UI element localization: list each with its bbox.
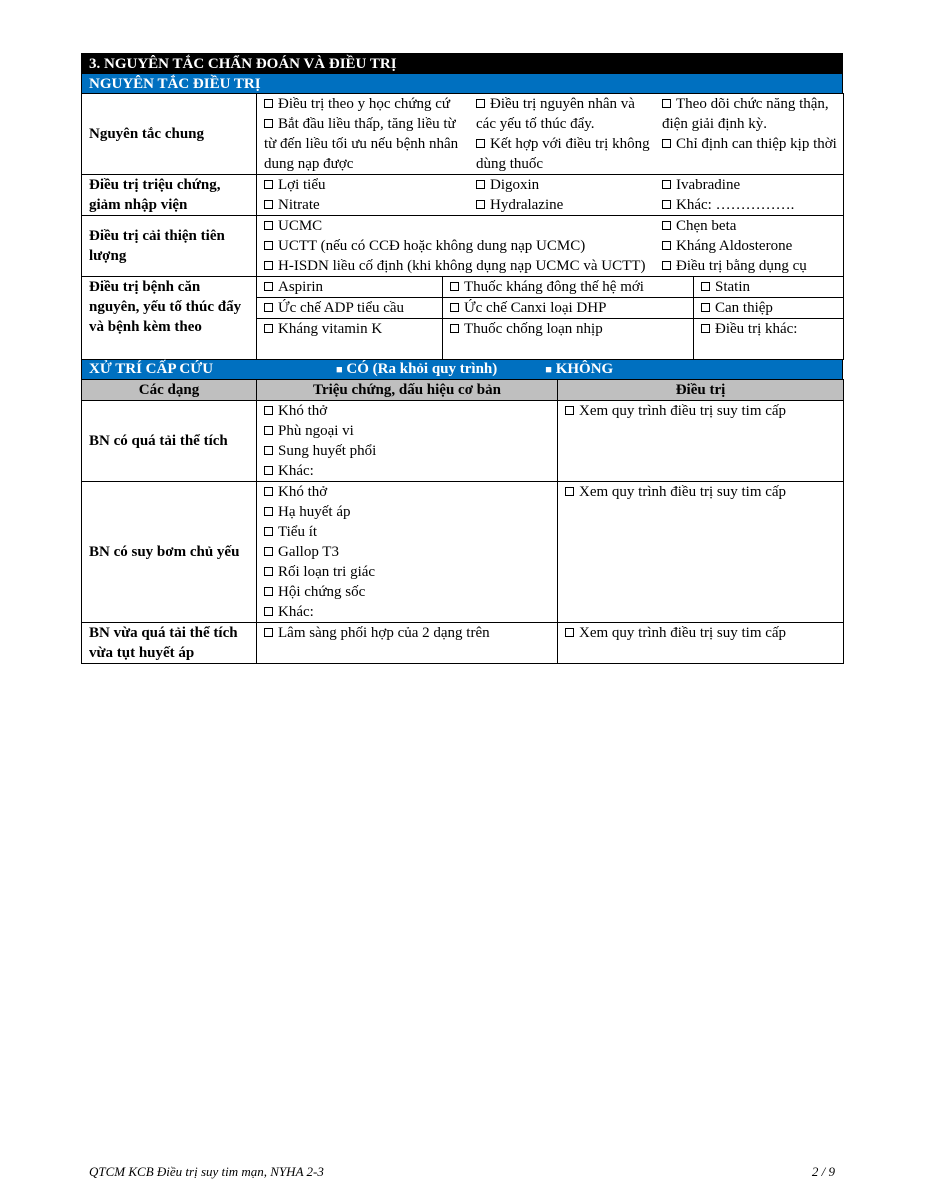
checkbox-item[interactable]: Khó thở — [264, 482, 554, 502]
checkbox-item[interactable]: Khác: — [264, 602, 554, 622]
checkbox-icon[interactable] — [264, 303, 273, 312]
checkbox-item[interactable]: Statin — [694, 277, 844, 298]
checkbox-icon[interactable] — [264, 426, 273, 435]
emergency-no-option[interactable]: ■ KHÔNG — [545, 361, 614, 377]
emergency-yes-option[interactable]: ■ CÓ (Ra khỏi quy trình) — [336, 361, 498, 377]
checkbox-item[interactable]: Hạ huyết áp — [264, 502, 554, 522]
checkbox-icon[interactable] — [264, 466, 273, 475]
document-body — [81, 53, 843, 664]
checkbox-icon[interactable] — [264, 119, 273, 128]
checkbox-icon[interactable] — [662, 200, 671, 209]
checkbox-item[interactable]: Ức chế ADP tiểu cầu — [257, 298, 443, 319]
checkbox-item[interactable]: Thuốc chống loạn nhịp — [443, 319, 694, 360]
checkbox-item[interactable]: Điều trị khác: — [694, 319, 844, 360]
table-row: BN có suy bơm chủ yếu Khó thở Hạ huyết áp Tiểu ít Gallop T3 Rối loạn tri giác Hội chứng sốc Khác: Xem quy trình điều trị suy tim cấp — [82, 482, 844, 623]
checkbox-icon[interactable] — [264, 628, 273, 637]
checkbox-icon[interactable] — [701, 324, 710, 333]
principles-table — [81, 93, 844, 277]
checkbox-item[interactable]: Rối loạn tri giác — [264, 562, 554, 582]
checkbox-item[interactable]: Ức chế Canxi loại DHP — [443, 298, 694, 319]
checkbox-item[interactable]: Xem quy trình điều trị suy tim cấp — [558, 482, 844, 623]
symptomatic-label: Điều trị triệu chứng, giảm nhập viện — [82, 175, 257, 216]
checkbox-icon[interactable] — [264, 587, 273, 596]
checkbox-item[interactable]: Xem quy trình điều trị suy tim cấp — [558, 401, 844, 482]
checkbox-icon[interactable] — [476, 200, 485, 209]
checkbox-item[interactable]: Nitrate — [264, 195, 466, 215]
checkbox-icon[interactable] — [662, 180, 671, 189]
checkbox-icon[interactable] — [264, 567, 273, 576]
checkbox-item[interactable]: Khác: — [264, 461, 554, 481]
general-row — [82, 94, 844, 175]
checkbox-item[interactable]: Điều trị theo y học chứng cứ — [264, 94, 466, 114]
checkbox-item[interactable]: Kháng vitamin K — [257, 319, 443, 360]
general-col2 — [469, 94, 655, 174]
checkbox-item[interactable]: Điều trị bằng dụng cụ — [662, 256, 839, 276]
checkbox-item[interactable]: Gallop T3 — [264, 542, 554, 562]
checkbox-item[interactable]: Thuốc kháng đông thế hệ mới — [443, 277, 694, 298]
checkbox-icon[interactable] — [476, 180, 485, 189]
square-bullet-icon: ■ — [336, 364, 343, 376]
checkbox-icon[interactable] — [565, 487, 574, 496]
checkbox-item[interactable]: Bắt đầu liều thấp, tăng liều từ từ đến liều tối ưu nếu bệnh nhân dung nạp được — [264, 116, 459, 172]
checkbox-item[interactable]: Kháng Aldosterone — [662, 236, 839, 256]
checkbox-item[interactable]: Can thiệp — [694, 298, 844, 319]
etiology-label: Điều trị bệnh căn nguyên, yếu tố thúc đẩy và bệnh kèm theo — [82, 277, 257, 360]
checkbox-item[interactable]: Điều trị nguyên nhân và các yếu tố thúc đẩy. — [476, 96, 635, 132]
checkbox-item[interactable]: UCTT (nếu có CCĐ hoặc không dung nạp UCMC) — [264, 236, 652, 256]
checkbox-item[interactable]: H-ISDN liều cố định (khi không dụng nạp UCMC và UCTT) — [264, 256, 652, 276]
checkbox-item[interactable]: Khó thở — [264, 401, 554, 421]
square-bullet-icon: ■ — [545, 364, 552, 376]
checkbox-icon[interactable] — [264, 446, 273, 455]
checkbox-icon[interactable] — [264, 507, 273, 516]
checkbox-item[interactable]: Sung huyết phổi — [264, 441, 554, 461]
checkbox-icon[interactable] — [264, 406, 273, 415]
checkbox-icon[interactable] — [701, 282, 710, 291]
checkbox-icon[interactable] — [264, 324, 273, 333]
checkbox-icon[interactable] — [565, 406, 574, 415]
col-header-symptoms: Triệu chứng, dấu hiệu cơ bản — [257, 380, 558, 401]
table-row: BN vừa quá tải thể tích vừa tụt huyết áp Lâm sàng phối hợp của 2 dạng trên Xem quy trình điều trị suy tim cấp — [82, 623, 844, 664]
checkbox-icon[interactable] — [264, 200, 273, 209]
checkbox-icon[interactable] — [450, 303, 459, 312]
col-header-treatment: Điều trị — [558, 380, 844, 401]
general-col3 — [655, 94, 842, 174]
checkbox-icon[interactable] — [264, 221, 273, 230]
checkbox-icon[interactable] — [662, 139, 671, 148]
emergency-table — [81, 379, 844, 664]
checkbox-icon[interactable] — [264, 180, 273, 189]
general-label: Nguyên tắc chung — [82, 94, 257, 175]
checkbox-item[interactable]: Chẹn beta — [662, 216, 839, 236]
checkbox-icon[interactable] — [662, 99, 671, 108]
symptomatic-row — [82, 175, 844, 216]
checkbox-icon[interactable] — [264, 282, 273, 291]
checkbox-item[interactable]: Lâm sàng phối hợp của 2 dạng trên — [257, 623, 558, 664]
checkbox-item[interactable]: Digoxin — [476, 175, 652, 195]
checkbox-item[interactable]: Chỉ định can thiệp kịp thời — [662, 134, 839, 154]
checkbox-item[interactable]: Xem quy trình điều trị suy tim cấp — [558, 623, 844, 664]
checkbox-icon[interactable] — [264, 527, 273, 536]
checkbox-icon[interactable] — [565, 628, 574, 637]
page-number: 2 / 9 — [811, 1164, 835, 1179]
checkbox-item[interactable]: Theo dõi chức năng thận, điện giải định kỳ. — [662, 96, 829, 132]
checkbox-icon[interactable] — [264, 607, 273, 616]
checkbox-item[interactable]: Kết hợp với điều trị không dùng thuốc — [476, 136, 650, 172]
checkbox-icon[interactable] — [476, 139, 485, 148]
checkbox-item[interactable]: Hydralazine — [476, 195, 652, 215]
checkbox-item[interactable]: Phù ngoại vi — [264, 421, 554, 441]
section-title: 3. NGUYÊN TẮC CHẨN ĐOÁN VÀ ĐIỀU TRỊ — [81, 53, 843, 73]
checkbox-icon[interactable] — [264, 241, 273, 250]
general-col1 — [257, 94, 469, 174]
checkbox-icon[interactable] — [701, 303, 710, 312]
checkbox-icon[interactable] — [450, 324, 459, 333]
checkbox-icon[interactable] — [662, 241, 671, 250]
table-row: BN có quá tải thể tích Khó thở Phù ngoại vi Sung huyết phổi Khác: Xem quy trình điều trị suy tim cấp — [82, 401, 844, 482]
checkbox-item[interactable]: UCMC — [264, 216, 652, 236]
checkbox-item[interactable]: Ivabradine — [662, 175, 839, 195]
etiology-table — [81, 276, 844, 360]
prognosis-row — [82, 216, 844, 277]
emergency-title: XỬ TRÍ CẤP CỨU — [89, 361, 214, 377]
checkbox-item[interactable]: Tiểu ít — [264, 522, 554, 542]
checkbox-icon[interactable] — [264, 99, 273, 108]
prognosis-label: Điều trị cải thiện tiên lượng — [82, 216, 257, 277]
checkbox-item[interactable]: Khác: ……………. — [662, 195, 839, 215]
principles-header: NGUYÊN TẮC ĐIỀU TRỊ — [81, 73, 843, 93]
checkbox-icon[interactable] — [264, 261, 273, 270]
checkbox-icon[interactable] — [476, 99, 485, 108]
checkbox-item[interactable]: Aspirin — [257, 277, 443, 298]
col-header-types: Các dạng — [82, 380, 257, 401]
checkbox-icon[interactable] — [264, 547, 273, 556]
checkbox-icon[interactable] — [264, 487, 273, 496]
checkbox-icon[interactable] — [662, 221, 671, 230]
checkbox-item[interactable]: Hội chứng sốc — [264, 582, 554, 602]
checkbox-item[interactable]: Lợi tiểu — [264, 175, 466, 195]
checkbox-icon[interactable] — [450, 282, 459, 291]
checkbox-icon[interactable] — [662, 261, 671, 270]
emergency-header — [81, 359, 843, 379]
footer-title: QTCM KCB Điều trị suy tim mạn, NYHA 2-3 — [89, 1164, 324, 1179]
